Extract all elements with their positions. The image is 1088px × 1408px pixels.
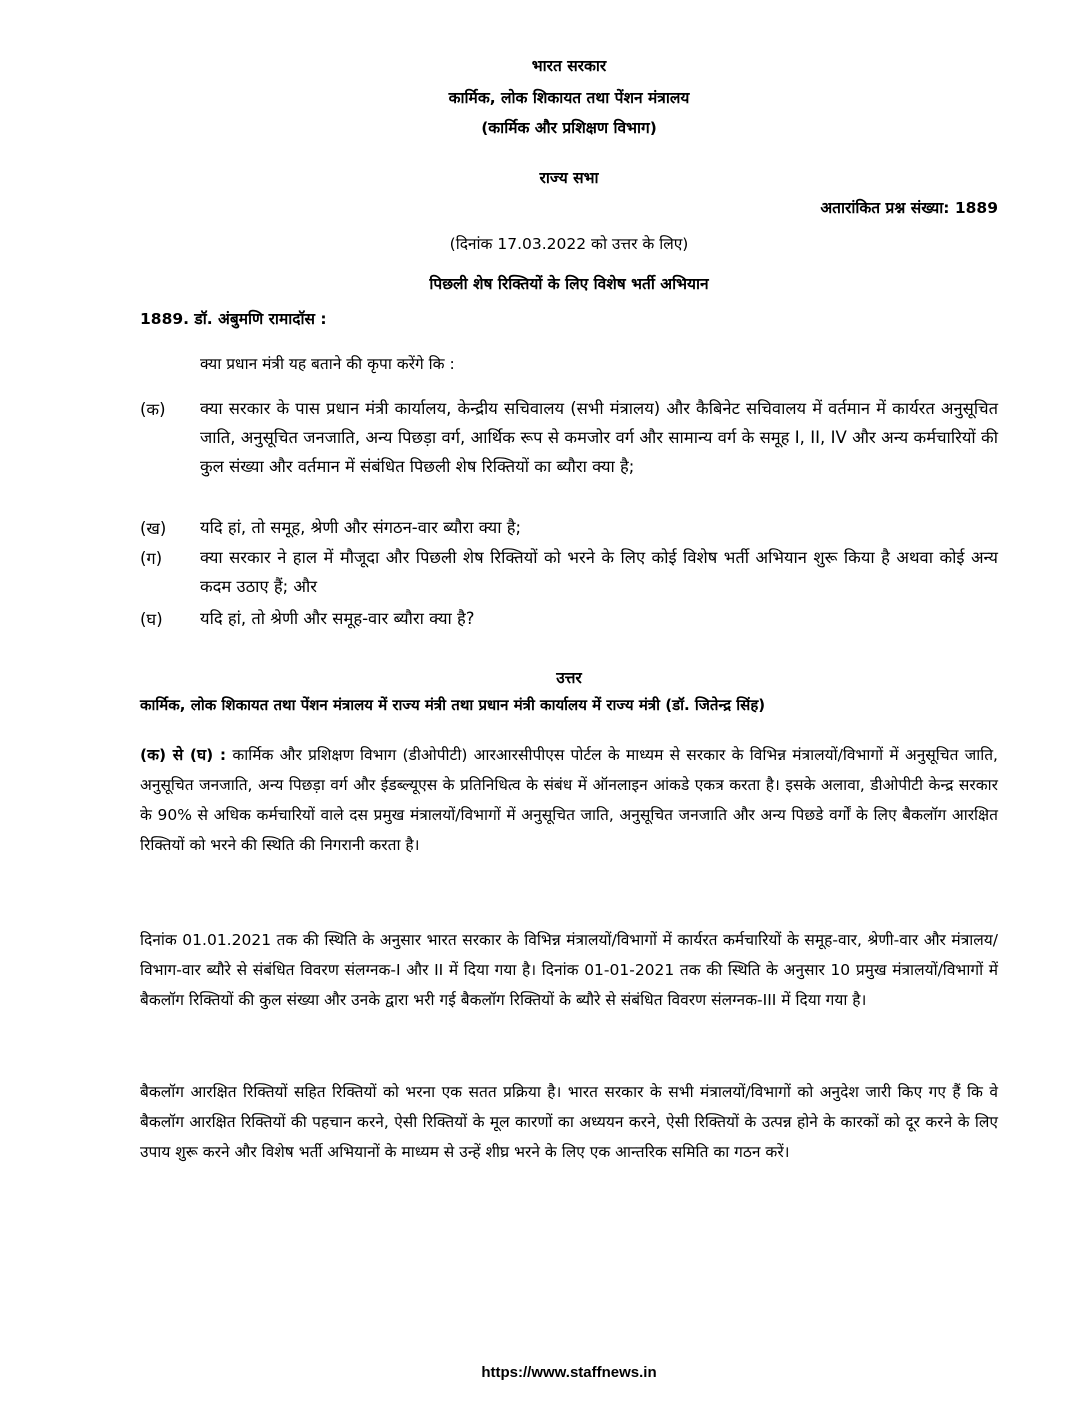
question-label: (ग) xyxy=(140,549,163,568)
question-text: यदि हां, तो श्रेणी और समूह-वार ब्यौरा क्या है? xyxy=(200,609,475,628)
question-label: (ख) xyxy=(140,519,167,538)
answer-paragraph-2: दिनांक 01.01.2021 तक की स्थिति के अनुसार भारत सरकार के विभिन्न मंत्रालयों/विभागों में कार्यरत कर्मचारियों के समूह-वार, श्रेणी-वार और मंत्रालय/विभाग-वार ब्यौरे से संबंधित विवरण संलग्नक-I और II में दिया गया है। दिनांक 01-01-2021 तक की स्थिति के अनुसार 10 प्रमुख मंत्रालयों/विभागों में बैकलॉग रिक्तियों की कुल संख्या और उनके द्वारा भरी गई बैकलॉग रिक्तियों के ब्यौरे से संबंधित विवरण संलग्नक-III में दिया गया है। xyxy=(140,931,998,1009)
question-text: क्या सरकार के पास प्रधान मंत्री कार्यालय, केन्द्रीय सचिवालय (सभी मंत्रालय) और कैबिनेट सचिवालय में वर्तमान में कार्यरत अनुसूचित जाति, अनुसूचित जनजाति, अन्य पिछड़ा वर्ग, आर्थिक रूप से कमजोर वर्ग और सामान्य वर्ग के समूह I, II, IV और अन्य कर्मचारियों की कुल संख्या और वर्तमान में संबंधित पिछली शेष रिक्तियों का ब्यौरा क्या है; xyxy=(200,399,998,476)
question-label: (घ) xyxy=(140,610,163,629)
header-ministry: कार्मिक, लोक शिकायत तथा पेंशन मंत्रालय xyxy=(448,89,690,107)
header-department: (कार्मिक और प्रशिक्षण विभाग) xyxy=(481,119,657,137)
question-label: (क) xyxy=(140,400,166,419)
subject-title: पिछली शेष रिक्तियों के लिए विशेष भर्ती अभियान xyxy=(429,275,709,293)
question-intro: क्या प्रधान मंत्री यह बताने की कृपा करेंगे कि : xyxy=(200,355,455,373)
header-government: भारत सरकार xyxy=(531,57,607,75)
answer-paragraph-text: कार्मिक और प्रशिक्षण विभाग (डीओपीटी) आरआरसीपीएस पोर्टल के माध्यम से सरकार के विभिन्न मंत्रालयों/विभागों में अनुसूचित जाति, अनुसूचित जनजाति, अन्य पिछड़ा वर्ग और ईडब्ल्यूएस के प्रतिनिधित्व के संबंध में ऑनलाइन आंकडे एकत्र करता है। इसके अलावा, डीओपीटी केन्द्र सरकार के 90% से अधिक कर्मचारियों वाले दस प्रमुख मंत्रालयों/विभागों में अनुसूचित जाति, अनुसूचित जनजाति और अन्य पिछडे वर्गों के लिए बैकलॉग आरक्षित रिक्तियों को भरने की स्थिति की निगरानी करता है। xyxy=(140,746,998,854)
minister-line: कार्मिक, लोक शिकायत तथा पेंशन मंत्रालय में राज्य मंत्री तथा प्रधान मंत्री कार्यालय में राज्य मंत्री (डॉ. जितेन्द्र सिंह) xyxy=(140,696,766,714)
answer-paragraph-3: बैकलॉग आरक्षित रिक्तियों सहित रिक्तियों को भरना एक सतत प्रक्रिया है। भारत सरकार के सभी मंत्रालयों/विभागों को अनुदेश जारी किए गए हैं कि वे बैकलॉग आरक्षित रिक्तियों की पहचान करने, ऐसी रिक्तियों के मूल कारणों का अध्ययन करने, ऐसी रिक्तियों के उत्पन्न होने के कारकों को दूर करने के लिए उपाय शुरू करने और विशेष भर्ती अभियानों के माध्यम से उन्हें शीघ्र भरने के लिए एक आन्तरिक समिति का गठन करें। xyxy=(140,1083,998,1161)
house-name: राज्य सभा xyxy=(539,169,599,187)
answer-paragraph-label: (क) से (घ) : xyxy=(140,746,227,764)
question-text: यदि हां, तो समूह, श्रेणी और संगठन-वार ब्यौरा क्या है; xyxy=(200,518,522,537)
question-number: अतारांकित प्रश्न संख्या: 1889 xyxy=(820,199,998,217)
question-text: क्या सरकार ने हाल में मौजूदा और पिछली शेष रिक्तियों को भरने के लिए कोई विशेष भर्ती अभियान शुरू किया है अथवा कोई अन्य कदम उठाए हैं; और xyxy=(200,548,998,596)
answer-paragraph-1 xyxy=(140,740,998,860)
question-asker: 1889. डॉ. अंबुमणि रामादॉस : xyxy=(140,310,327,328)
answer-date: (दिनांक 17.03.2022 को उत्तर के लिए) xyxy=(449,235,689,253)
footer-url[interactable]: https://www.staffnews.in xyxy=(481,1364,657,1381)
answer-heading: उत्तर xyxy=(556,669,582,687)
